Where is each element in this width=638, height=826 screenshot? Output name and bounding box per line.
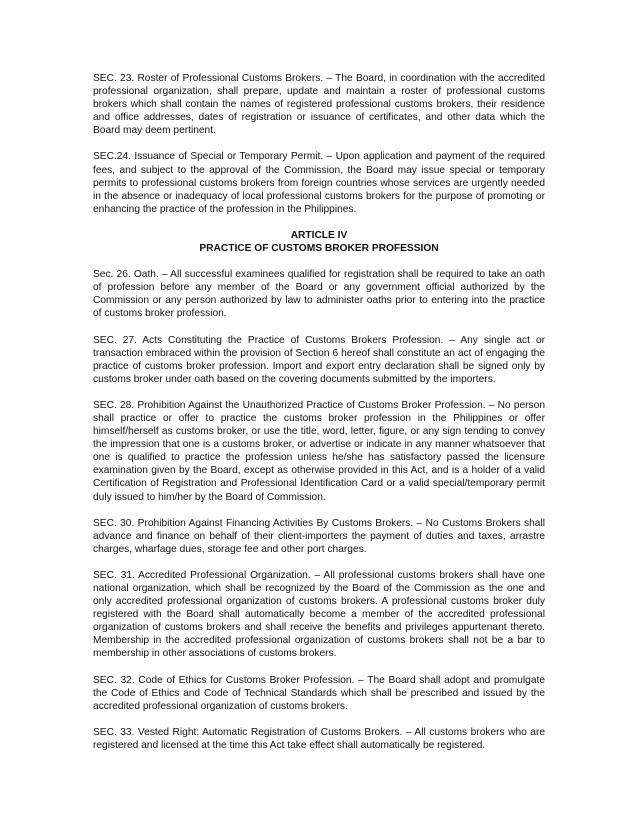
section-23: SEC. 23. Roster of Professional Customs Brokers. – The Board, in coordination with the accredited professional organization, shall prepare, update and maintain a roster of professional customs brokers which shall contain the names of registered professional customs brokers, their residence and office addresses, dates of registration or issuance of certificates, and other data which the Board may deem pertinent.: [93, 73, 545, 137]
article-number: ARTICLE IV: [290, 229, 348, 241]
article-heading: [93, 229, 545, 255]
section-24: SEC.24. Issuance of Special or Temporary Permit. – Upon application and payment of the required fees, and subject to the approval of the Commission, the Board may issue special or temporary permits to professional customs brokers from foreign countries whose services are urgently needed in the absence or inadequacy of local professional customs brokers for the purpose of promoting or enhancing the practice of the profession in the Philippines.: [93, 151, 545, 215]
section-32: SEC. 32. Code of Ethics for Customs Broker Profession. – The Board shall adopt and promulgate the Code of Ethics and Code of Technical Standards which shall be prescribed and issued by the accredited professional organization of customs brokers.: [93, 674, 545, 712]
section-28: SEC. 28. Prohibition Against the Unauthorized Practice of Customs Broker Profession. – No person shall practice or offer to practice the customs broker profession in the Philippines or offer himself/herself as customs broker, or use the title, word, letter, figure, or any sign tending to convey the impression that one is a customs broker, or advertise or indicate in any manner whatsoever that one is qualified to practice the profession unless he/she has satisfactory passed the licensure examination given by the Board, except as otherwise provided in this Act, and is a holder of a valid Certification of Registration and Professional Identification Card or a valid special/temporary permit duly issued to him/her by the Board of Commission.: [93, 399, 545, 503]
section-27: SEC. 27. Acts Constituting the Practice of Customs Brokers Profession. – Any single act or transaction embraced within the provision of Section 6 hereof shall constitute an act of engaging the practice of customs broker profession. Import and export entry declaration shall be signed only by customs broker under oath based on the covering documents submitted by the importers.: [93, 334, 545, 385]
article-title: PRACTICE OF CUSTOMS BROKER PROFESSION: [199, 243, 439, 255]
section-30: SEC. 30. Prohibition Against Financing Activities By Customs Brokers. – No Customs Brokers shall advance and finance on behalf of their client-importers the payment of duties and taxes, arrastre charges, wharfage dues, storage fee and other port charges.: [93, 517, 545, 555]
section-26: Sec. 26. Oath. – All successful examinees qualified for registration shall be required to take an oath of profession before any member of the Board or any government official authorized by the Commission or any person authorized by law to administer oaths prior to entering into the practice of customs broker profession.: [93, 269, 545, 320]
section-33: SEC. 33. Vested Right: Automatic Registration of Customs Brokers. – All customs brokers who are registered and licensed at the time this Act take effect shall automatically be registered.: [93, 726, 545, 751]
section-31: SEC. 31. Accredited Professional Organization. – All professional customs brokers shall have one national organization, which shall be recognized by the Board of the Commission as the one and only accredited professional organization of customs brokers. A professional customs broker duly registered with the Board shall automatically become a member of the accredited professional organization of customs brokers and shall receive the benefits and privileges appurtenant thereto. Membership in the accredited professional organization of customs brokers shall not be a bar to membership in other associations of customs brokers.: [93, 569, 545, 660]
